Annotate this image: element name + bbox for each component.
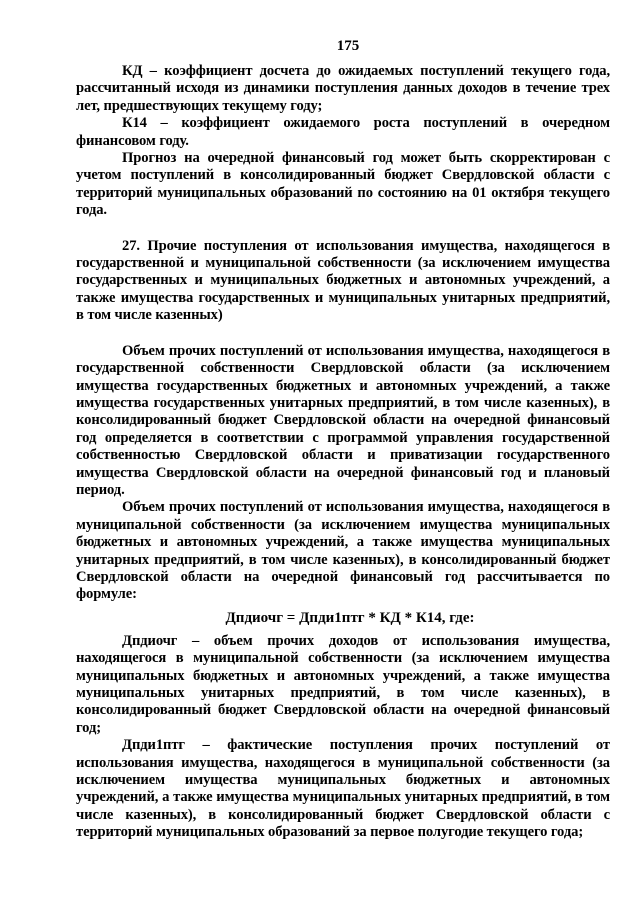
paragraph-k14-definition: К14 – коэффициент ожидаемого роста поступлений в очередном финансовом году. (76, 115, 610, 149)
paragraph-municipal-property-income: Объем прочих поступлений от использования имущества, находящегося в муниципальной собственности (за исключением имущества муниципальных бюджетных и автономных учреждений, а также имущества муниципальных унитарных предприятий, в том числе казенных), в консолидированный бюджет Свердловской области на очередной финансовый год рассчитывается по формуле: (76, 499, 610, 603)
spacer (76, 220, 610, 238)
paragraph-state-property-income: Объем прочих поступлений от использования имущества, находящегося в государственной собственности Свердловской области (за исключением имущества государственных бюджетных и автономных учреждений, а также имущества государственных унитарных предприятий, в том числе казенных), в консолидированный бюджет Свердловской области на очередной финансовый год определяется в соответствии с программой управления государственной собственностью Свердловской области и приватизации государственного имущества Свердловской области на очередной финансовый год и плановый период. (76, 342, 610, 498)
page-number: 175 (336, 38, 360, 54)
paragraph-forecast-adjustment: Прогноз на очередной финансовый год может быть скорректирован с учетом поступлений в консолидированный бюджет Свердловской области с территорий муниципальных образований по состоянию на 01 октября текущего года. (76, 150, 610, 219)
paragraph-dpdi1ptg-definition: Дпди1птг – фактические поступления прочих поступлений от использования имущества, находящегося в муниципальной собственности (за исключением имущества муниципальных бюджетных и автономных учреждений, а также имущества муниципальных унитарных предприятий, в том числе казенных), в консолидированный бюджет Свердловской области с территорий муниципальных образований за первое полугодие текущего года; (76, 737, 610, 841)
section-heading-27: 27. Прочие поступления от использования имущества, находящегося в государственной и муниципальной собственности (за исключением имущества государственных и муниципальных бюджетных и автономных учреждений, а также имущества государственных и муниципальных унитарных предприятий, в том числе казенных) (76, 237, 610, 324)
paragraph-dpdiochg-definition: Дпдиочг – объем прочих доходов от использования имущества, находящегося в муниципальной собственности (за исключением имущества муниципальных бюджетных и автономных учреждений, а также имущества муниципальных унитарных предприятий, в том числе казенных), в консолидированный бюджет Свердловской области на очередной финансовый год; (76, 632, 610, 736)
spacer (76, 325, 610, 343)
paragraph-kd-definition: КД – коэффициент досчета до ожидаемых поступлений текущего года, рассчитанный исходя из динамики поступления данных доходов в течение трех лет, предшествующих текущему году; (76, 63, 610, 114)
formula: Дпдиочг = Дпди1птг * КД * К14, где: (225, 609, 475, 626)
